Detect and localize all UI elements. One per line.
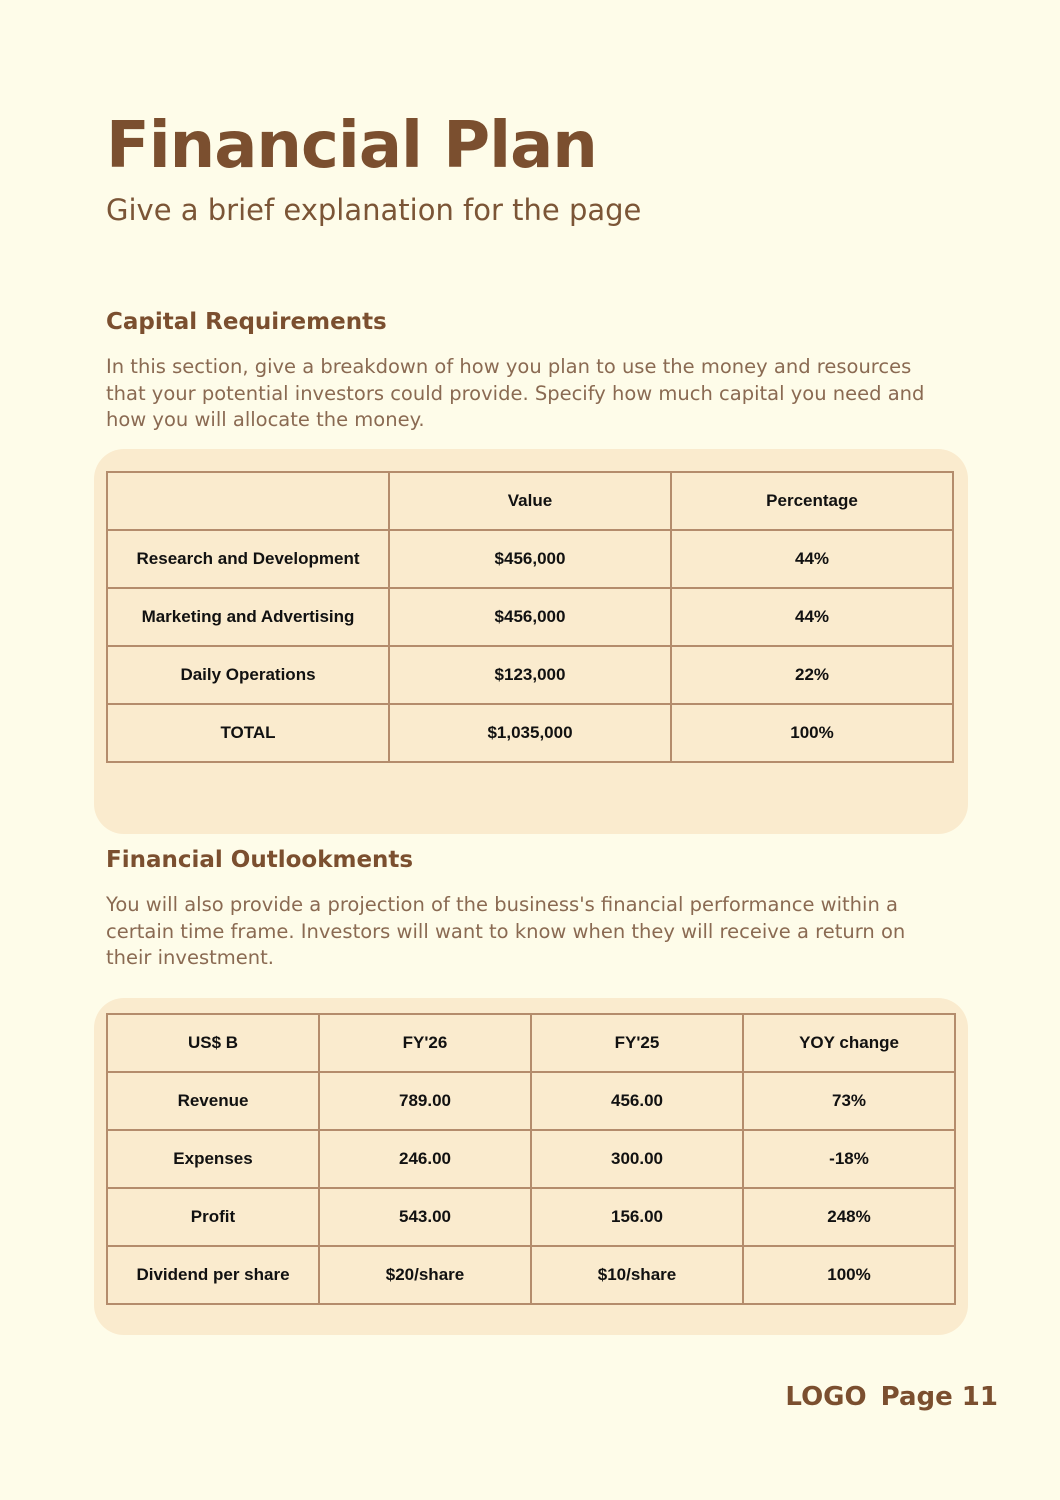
table-cell: 156.00 [531, 1188, 743, 1246]
table-cell: Expenses [107, 1130, 319, 1188]
table-cell: 248% [743, 1188, 955, 1246]
table-cell: 44% [671, 530, 953, 588]
financial-outlookments-heading: Financial Outlookments [106, 847, 414, 873]
page-number: Page 11 [880, 1382, 998, 1412]
table-cell: TOTAL [107, 704, 389, 762]
table-cell: Marketing and Advertising [107, 588, 389, 646]
column-header: Value [389, 472, 671, 530]
table-header-row [107, 472, 953, 530]
logo: LOGO [785, 1382, 867, 1412]
table-cell: 300.00 [531, 1130, 743, 1188]
table-row [107, 530, 953, 588]
capital-requirements-heading: Capital Requirements [106, 309, 387, 335]
table-cell: Research and Development [107, 530, 389, 588]
table-header-row [107, 1014, 955, 1072]
capital-table [106, 471, 954, 763]
table-cell: $456,000 [389, 530, 671, 588]
outlook-table [106, 1013, 956, 1305]
capital-requirements-text: In this section, give a breakdown of how you plan to use the money and resources that your potential investors could provide. Specify how much capital you need and how you will allocate the money. [106, 355, 925, 431]
column-header: YOY change [743, 1014, 955, 1072]
table-cell: 246.00 [319, 1130, 531, 1188]
column-header: FY'26 [319, 1014, 531, 1072]
table-cell: 456.00 [531, 1072, 743, 1130]
page-subtitle: Give a brief explanation for the page [106, 193, 642, 227]
table-cell: Daily Operations [107, 646, 389, 704]
table-row [107, 1130, 955, 1188]
table-row [107, 704, 953, 762]
table-cell: 100% [743, 1246, 955, 1304]
table-cell: 100% [671, 704, 953, 762]
table-cell: $456,000 [389, 588, 671, 646]
table-cell: 543.00 [319, 1188, 531, 1246]
table-cell: Revenue [107, 1072, 319, 1130]
table-cell: $1,035,000 [389, 704, 671, 762]
page-title: Financial Plan [106, 109, 597, 183]
financial-outlookments-text: You will also provide a projection of the business's financial performance within a certain time frame. Investors will want to know when they will receive a return on their investment. [106, 893, 906, 969]
table-cell: Profit [107, 1188, 319, 1246]
table-row [107, 588, 953, 646]
table-row [107, 1072, 955, 1130]
table-cell: 73% [743, 1072, 955, 1130]
column-header: Percentage [671, 472, 953, 530]
table-row [107, 1246, 955, 1304]
table-row [107, 1188, 955, 1246]
column-header [107, 472, 389, 530]
table-cell: $10/share [531, 1246, 743, 1304]
table-cell: $123,000 [389, 646, 671, 704]
column-header: US$ B [107, 1014, 319, 1072]
table-row [107, 646, 953, 704]
table-cell: -18% [743, 1130, 955, 1188]
column-header: FY'25 [531, 1014, 743, 1072]
table-cell: 789.00 [319, 1072, 531, 1130]
table-cell: 44% [671, 588, 953, 646]
table-cell: Dividend per share [107, 1246, 319, 1304]
page-footer [771, 1382, 998, 1412]
table-cell: 22% [671, 646, 953, 704]
table-cell: $20/share [319, 1246, 531, 1304]
